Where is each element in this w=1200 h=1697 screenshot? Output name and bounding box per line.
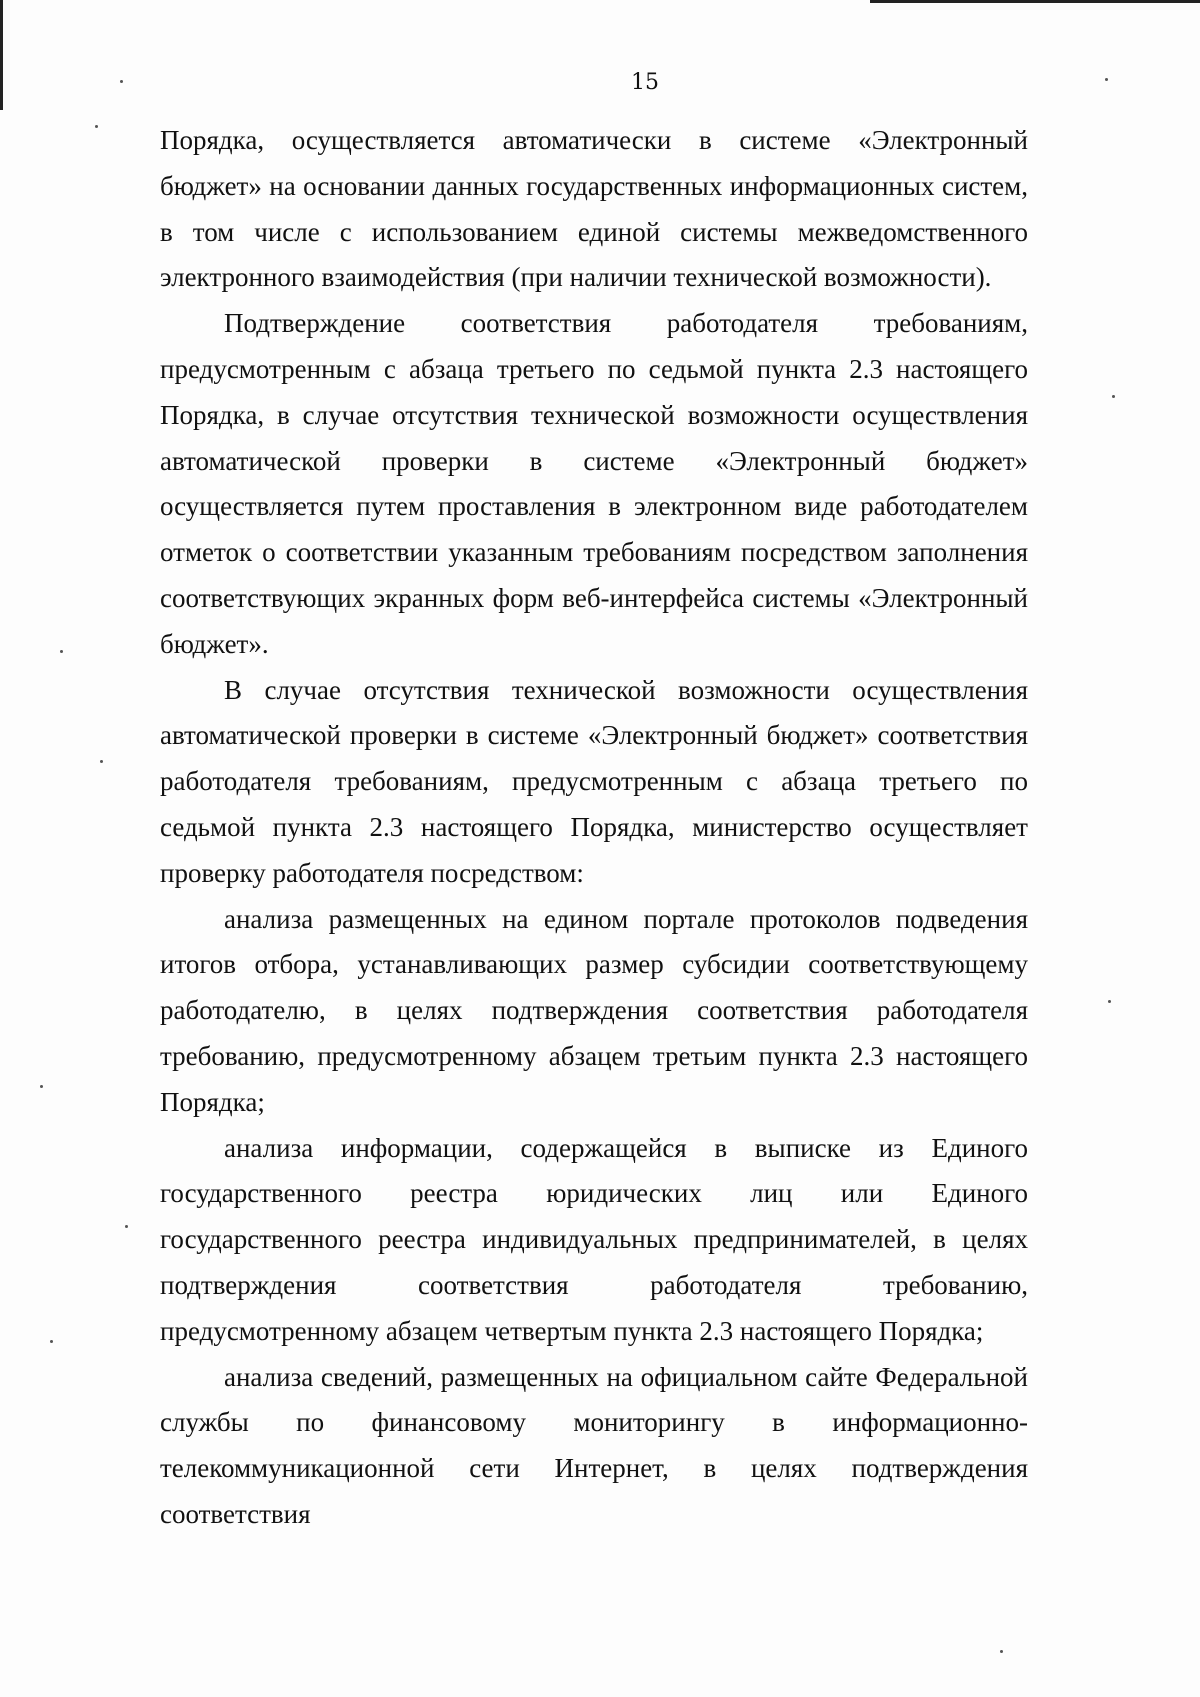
scan-speck bbox=[1112, 395, 1115, 398]
paragraph-analysis-protocols: анализа размещенных на едином портале протоколов подведения итогов отбора, устанавливающих размер субсидии соответствующему работодателю, в целях подтверждения соответствия работодателя требованию, предусмотренному абзацем третьим пункта 2.3 настоящего Порядка; bbox=[160, 903, 1028, 1117]
scan-speck bbox=[40, 1085, 43, 1088]
scan-speck bbox=[60, 650, 63, 653]
scan-speck bbox=[125, 1225, 128, 1228]
paragraph-continuation: Порядка, осуществляется автоматически в системе «Электронный бюджет» на основании данных государственных информационных систем, в том числе с использованием единой системы межведомственного электронного взаимодействия (при наличии технической возможности). bbox=[160, 125, 1028, 293]
scan-speck bbox=[1108, 1000, 1111, 1003]
paragraph-absence-of-capability: В случае отсутствия технической возможности осуществления автоматической проверки в системе «Электронный бюджет» соответствия работодателя требованиям, предусмотренным с абзаца третьего по седьмой пункта 2.3 настоящего Порядка, министерство осуществляет проверку работодателя посредством: bbox=[160, 674, 1028, 888]
paragraph-analysis-registry: анализа информации, содержащейся в выписке из Единого государственного реестра юридических лиц или Единого государственного реестра индивидуальных предпринимателей, в целях подтверждения соответствия работодателя требованию, предусмотренному абзацем четвертым пункта 2.3 настоящего Порядка; bbox=[160, 1132, 1028, 1346]
scan-speck bbox=[95, 125, 98, 128]
document-body bbox=[160, 118, 1028, 1538]
page-number: 15 bbox=[631, 70, 659, 95]
scan-edge-top bbox=[870, 0, 1200, 3]
scan-speck bbox=[100, 760, 103, 763]
scan-speck bbox=[50, 1340, 53, 1343]
scan-speck bbox=[1000, 1650, 1003, 1653]
scan-speck bbox=[1105, 78, 1108, 81]
scan-speck bbox=[120, 80, 123, 83]
paragraph-confirmation: Подтверждение соответствия работодателя требованиям, предусмотренным с абзаца третьего по седьмой пункта 2.3 настоящего Порядка, в случае отсутствия технической возможности осуществления автоматической проверки в системе «Электронный бюджет» осуществляется путем проставления в электронном виде работодателем отметок о соответствии указанным требованиям посредством заполнения соответствующих экранных форм веб-интерфейса системы «Электронный бюджет». bbox=[160, 308, 1028, 659]
paragraph-analysis-financial-monitoring: анализа сведений, размещенных на официальном сайте Федеральной службы по финансовому мониторингу в информационно-телекоммуникационной сети Интернет, в целях подтверждения соответствия bbox=[160, 1361, 1028, 1529]
